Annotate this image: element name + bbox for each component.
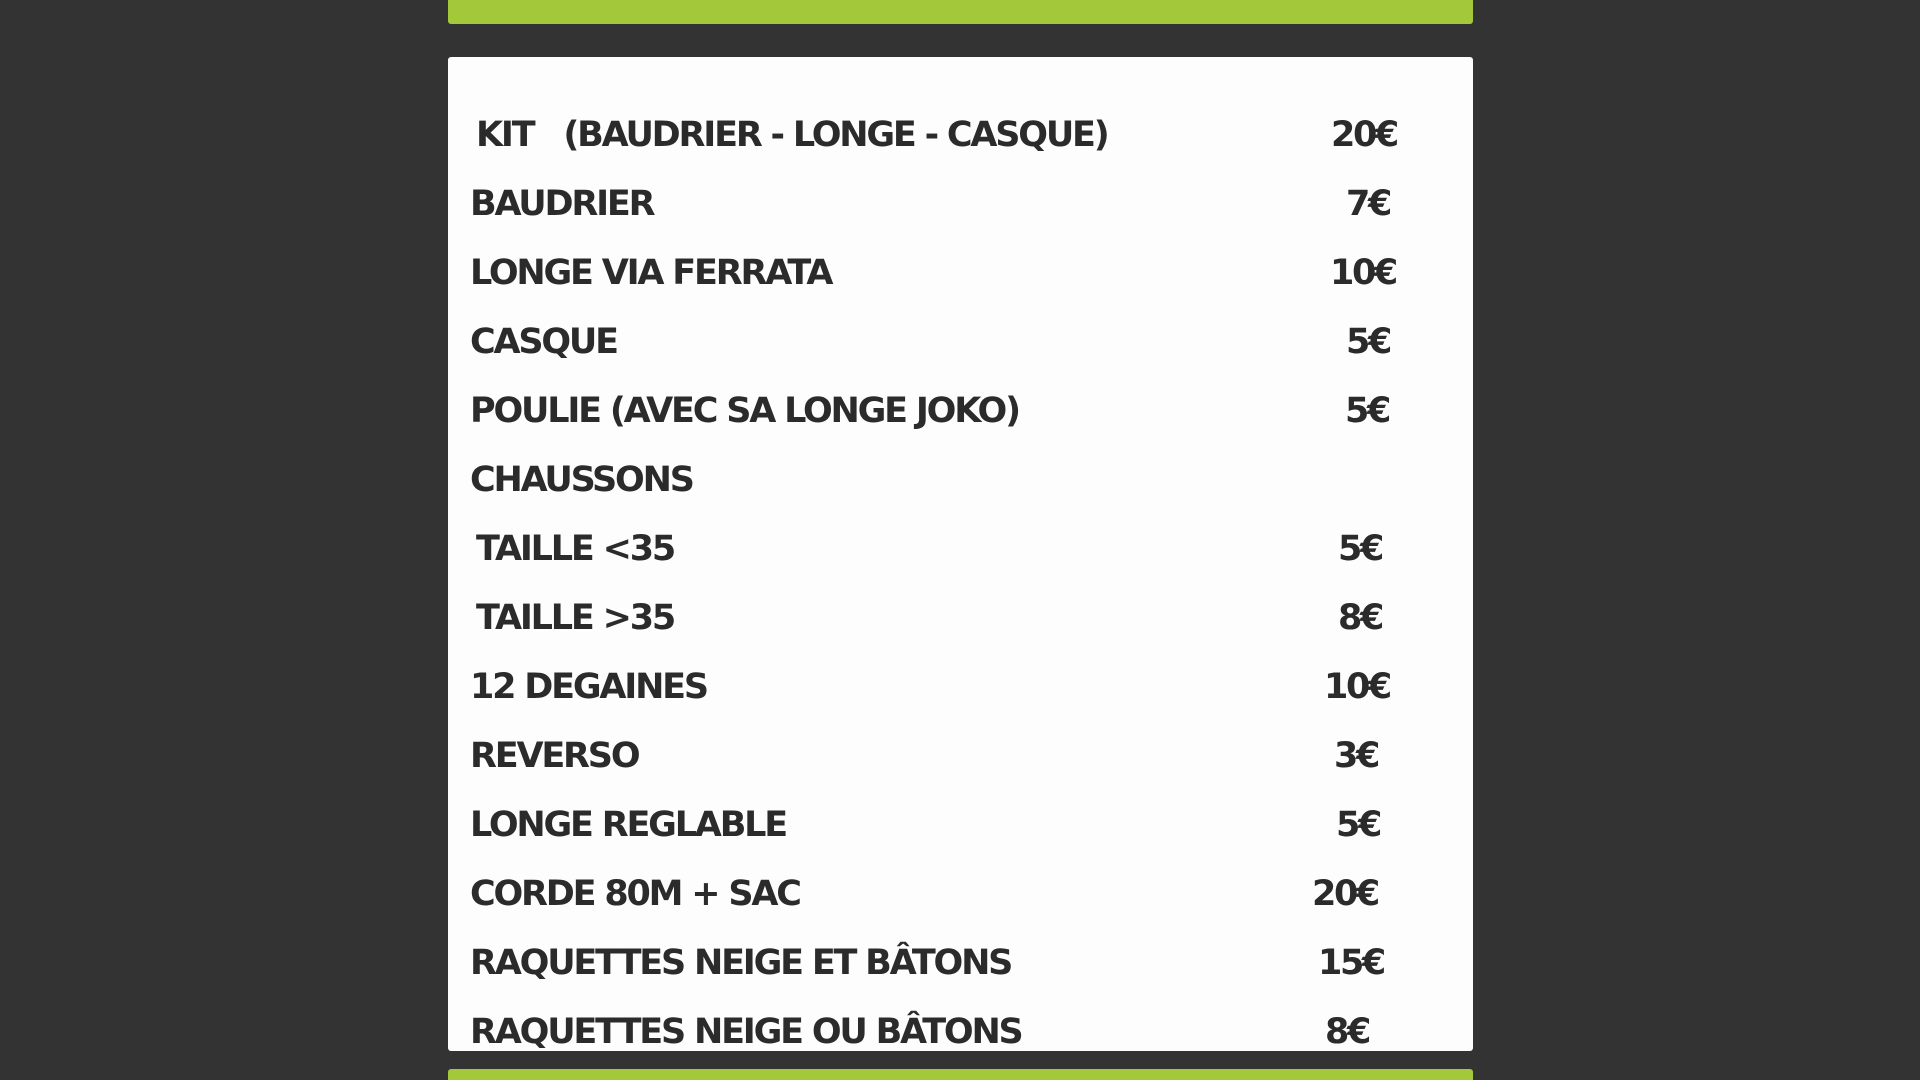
item-label: LONGE REGLABLE <box>470 805 786 845</box>
price-row <box>448 101 1473 170</box>
item-price: 3€ <box>1334 736 1378 776</box>
item-label: TAILLE <35 <box>476 529 674 569</box>
item-label: REVERSO <box>470 736 639 776</box>
price-row <box>448 860 1473 929</box>
item-label: 12 DEGAINES <box>470 667 707 707</box>
price-row <box>448 377 1473 446</box>
item-price: 15€ <box>1318 943 1384 983</box>
item-label: TAILLE >35 <box>476 598 674 638</box>
item-label: BAUDRIER <box>470 184 654 224</box>
price-row <box>448 791 1473 860</box>
item-label: LONGE VIA FERRATA <box>470 253 832 293</box>
item-price: 20€ <box>1331 115 1397 155</box>
bottom-accent-bar <box>448 1069 1473 1080</box>
price-row <box>448 170 1473 239</box>
item-label: CORDE 80M + SAC <box>470 874 800 914</box>
price-row <box>448 653 1473 722</box>
item-price: 5€ <box>1336 805 1380 845</box>
price-row <box>448 308 1473 377</box>
price-row <box>448 239 1473 308</box>
price-row <box>448 722 1473 791</box>
price-row <box>448 515 1473 584</box>
item-price: 20€ <box>1312 874 1378 914</box>
price-row <box>448 929 1473 998</box>
price-row <box>448 584 1473 653</box>
item-price: 5€ <box>1346 322 1390 362</box>
item-price: 5€ <box>1338 529 1382 569</box>
item-label: RAQUETTES NEIGE OU BÂTONS <box>470 1012 1022 1052</box>
item-price: 10€ <box>1324 667 1390 707</box>
item-price: 8€ <box>1325 1012 1369 1052</box>
price-list-card <box>448 57 1473 1051</box>
item-label: CHAUSSONS <box>470 460 693 500</box>
item-price: 10€ <box>1330 253 1396 293</box>
item-label: POULIE (AVEC SA LONGE JOKO) <box>470 391 1019 431</box>
item-label: CASQUE <box>470 322 617 362</box>
item-price: 5€ <box>1345 391 1389 431</box>
item-price: 8€ <box>1338 598 1382 638</box>
item-label: RAQUETTES NEIGE ET BÂTONS <box>470 943 1012 983</box>
price-row <box>448 998 1473 1067</box>
item-price: 7€ <box>1346 184 1390 224</box>
top-accent-bar <box>448 0 1473 24</box>
price-row <box>448 446 1473 515</box>
item-label: KIT (BAUDRIER - LONGE - CASQUE) <box>476 115 1108 155</box>
